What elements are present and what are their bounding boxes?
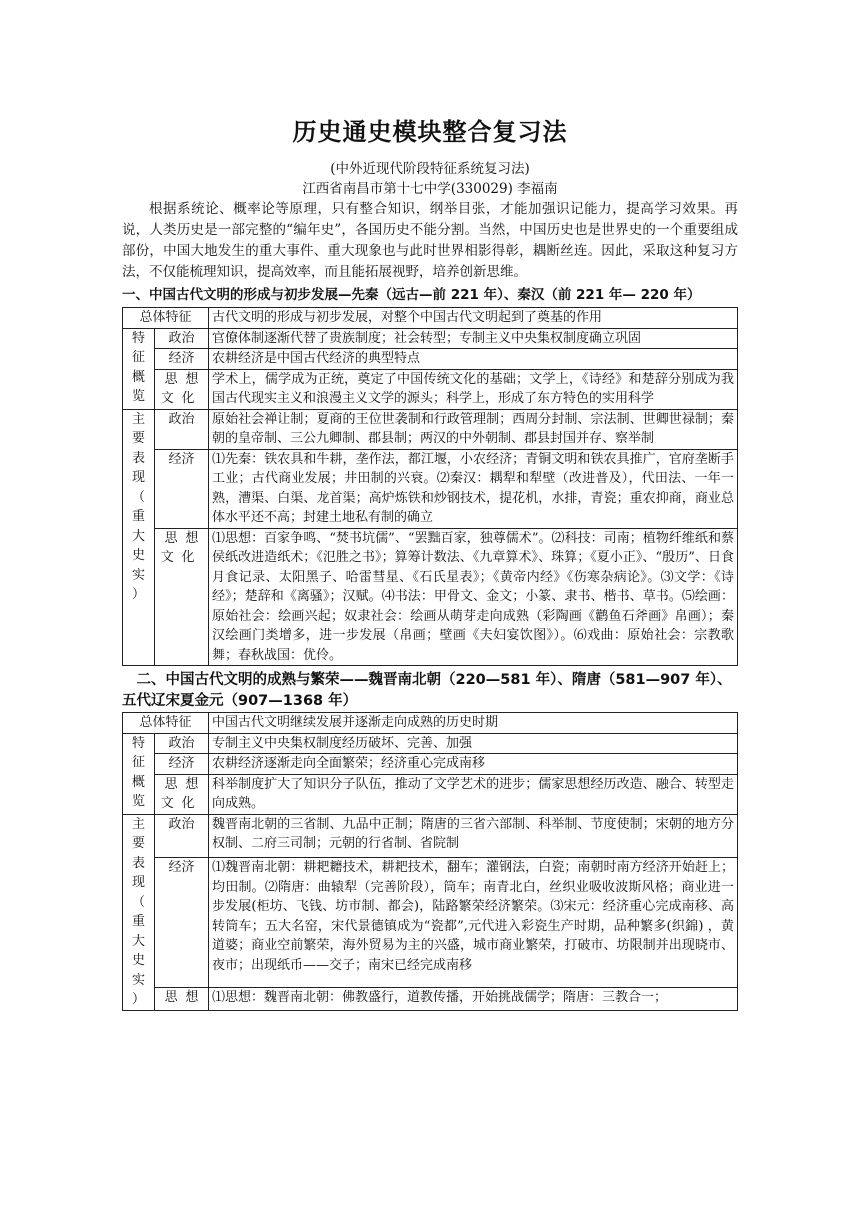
row-content: 农耕经济逐渐走向全面繁荣；经济重心完成南移	[209, 754, 738, 775]
row-label: 政治	[155, 328, 209, 349]
table-row	[123, 369, 738, 409]
table-row	[123, 987, 738, 1010]
section-1-table	[122, 307, 738, 666]
features-label: 特 征 概 览	[123, 733, 155, 814]
table-row	[123, 409, 738, 449]
row-content: 官僚体制逐渐代替了贵族制度；社会转型；专制主义中央集权制度确立巩固	[209, 328, 738, 349]
table-row	[123, 328, 738, 349]
table-row	[123, 754, 738, 775]
table-row	[123, 528, 738, 666]
row-content: ⑴魏晋南北朝：耕耙耱技术，耕耙技术，翻车；灌钢法，白瓷；南朝时南方经济开始赶上；均田制。⑵隋唐：曲辕犁（完善阶段），筒车；南青北白，丝织业吸收波斯风格；商业进一步发展(柜坊、飞钱、坊市制、都会)，陆路繁荣经济繁荣。⑶宋元：经济重心完成南移、高转筒车；五大名窑，宋代景德镇成为“瓷都”,元代进入彩瓷生产时期，品种繁多(织錦) ，黄道婆；商业空前繁荣，海外贸易为主的兴盛，城市商业繁荣，打破市、坊限制并出现晓市、夜市；出现纸币——交子；南宋已经完成南移	[209, 858, 738, 988]
row-label: 政治	[155, 814, 209, 858]
overall-text: 中国古代文明继续发展并逐渐走向成熟的历史时期	[209, 713, 738, 734]
row-label: 经济	[155, 858, 209, 988]
section-2-heading: 二、中国古代文明的成熟与繁荣——魏晋南北朝（220—581 年）、隋唐（581—907 年）、五代辽宋夏金元（907—1368 年）	[122, 672, 732, 709]
row-content: 科举制度扩大了知识分子队伍，推动了文学艺术的进步；儒家思想经历改造、融合、转型走向成熟。	[209, 774, 738, 814]
row-label: 政治	[155, 733, 209, 754]
table-row	[123, 774, 738, 814]
row-label: 经济	[155, 349, 209, 370]
table-row	[123, 814, 738, 858]
document-page	[122, 0, 738, 1011]
row-content: 农耕经济是中国古代经济的典型特点	[209, 349, 738, 370]
row-label: 经济	[155, 449, 209, 528]
table-row	[123, 349, 738, 370]
row-label: 思想文化	[155, 369, 209, 409]
main-label: 主 要 表 现 （ 重 大 史 实 ）	[123, 814, 155, 1010]
row-content: 魏晋南北朝的三省制、九品中正制；隋唐的三省六部制、科举制、节度使制；宋朝的地方分权制、二府三司制；元朝的行省制、省院制	[209, 814, 738, 858]
table-row	[123, 308, 738, 329]
author-line: 江西省南昌市第十七中学(330029) 李福南	[302, 181, 558, 197]
intro-paragraph: 根据系统论、概率论等原理，只有整合知识，纲举目张，才能加强识记能力，提高学习效果。再说，人类历史是一部完整的“编年史”，各国历史不能分割。当然，中国历史也是世界史的一个重要组成部份，中国大地发生的重大事件、重大现象也与此时世界相影得彰，耦断丝连。因此，采取这种复习方法，不仅能梳理知识，提高效率，而且能拓展视野，培养创新思维。	[122, 201, 738, 280]
overall-label: 总体特征	[123, 713, 209, 734]
row-content: 学术上，儒学成为正统，奠定了中国传统文化的基础；文学上，《诗经》和楚辞分别成为我国古代现实主义和浪漫主义文学的源头；科学上，形成了东方特色的实用科学	[209, 369, 738, 409]
row-content: ⑴思想：魏晋南北朝：佛教盛行，道教传播，开始挑战儒学；隋唐：三教合一；	[209, 987, 738, 1010]
row-content: 原始社会禅让制；夏商的王位世袭制和行政管理制；西周分封制、宗法制、世卿世禄制；秦朝的皇帝制、三公九卿制、郡县制；两汉的中外朝制、郡县封国并存、察举制	[209, 409, 738, 449]
row-label: 思想文化	[155, 528, 209, 666]
row-label: 政治	[155, 409, 209, 449]
page-title: 历史通史模块整合复习法	[292, 118, 568, 146]
main-label: 主 要 表 现 （ 重 大 史 实 ）	[123, 409, 155, 666]
section-1-heading: 一、中国古代文明的形成与初步发展—先秦（远古—前 221 年）、秦汉（前 221 年— 220 年）	[122, 287, 701, 303]
table-row	[123, 713, 738, 734]
page-subtitle: (中外近现代阶段特征系统复习法)	[330, 161, 530, 177]
row-content: 专制主义中央集权制度经历破坏、完善、加强	[209, 733, 738, 754]
row-label: 思想	[155, 987, 209, 1010]
table-row	[123, 733, 738, 754]
row-label: 经济	[155, 754, 209, 775]
row-content: ⑴先秦：铁农具和牛耕，垄作法，都江堰，小农经济；青铜文明和铁农具推广，官府垄断手工业；古代商业发展；井田制的兴衰。⑵秦汉：耦犁和犁壁（改进普及），代田法、一年一熟，漕渠、白渠、龙首渠；高炉炼铁和炒钢技术，提花机，水排，青瓷；重农抑商，商业总体水平还不高；封建土地私有制的确立	[209, 449, 738, 528]
section-2-table	[122, 712, 738, 1011]
table-row	[123, 449, 738, 528]
table-row	[123, 858, 738, 988]
row-label: 思想文化	[155, 774, 209, 814]
overall-label: 总体特征	[123, 308, 209, 329]
row-content: ⑴思想：百家争鸣、“焚书坑儒”、“罢黜百家，独尊儒术”。⑵科技：司南；植物纤维纸和蔡侯纸改进造纸术；《氾胜之书》；算筹计数法、《九章算术》、珠算；《夏小正》、“殷历”、日食月食记录、太阳黑子、哈雷彗星、《石氏星表》；《黄帝内经》《伤寒杂病论》。⑶文学：《诗经》；楚辞和《离骚》；汉赋。⑷书法：甲骨文、金文；小篆、隶书、楷书、草书。⑸绘画：原始社会：绘画兴起；奴隶社会：绘画从萌芽走向成熟（彩陶画《鹳鱼石斧画》帛画）；秦汉绘画门类增多，进一步发展（帛画；壁画《夫妇宴饮图》）。⑹戏曲：原始社会：宗教歌舞；春秋战国：优伶。	[209, 528, 738, 666]
features-label: 特 征 概 览	[123, 328, 155, 409]
overall-text: 古代文明的形成与初步发展，对整个中国古代文明起到了奠基的作用	[209, 308, 738, 329]
